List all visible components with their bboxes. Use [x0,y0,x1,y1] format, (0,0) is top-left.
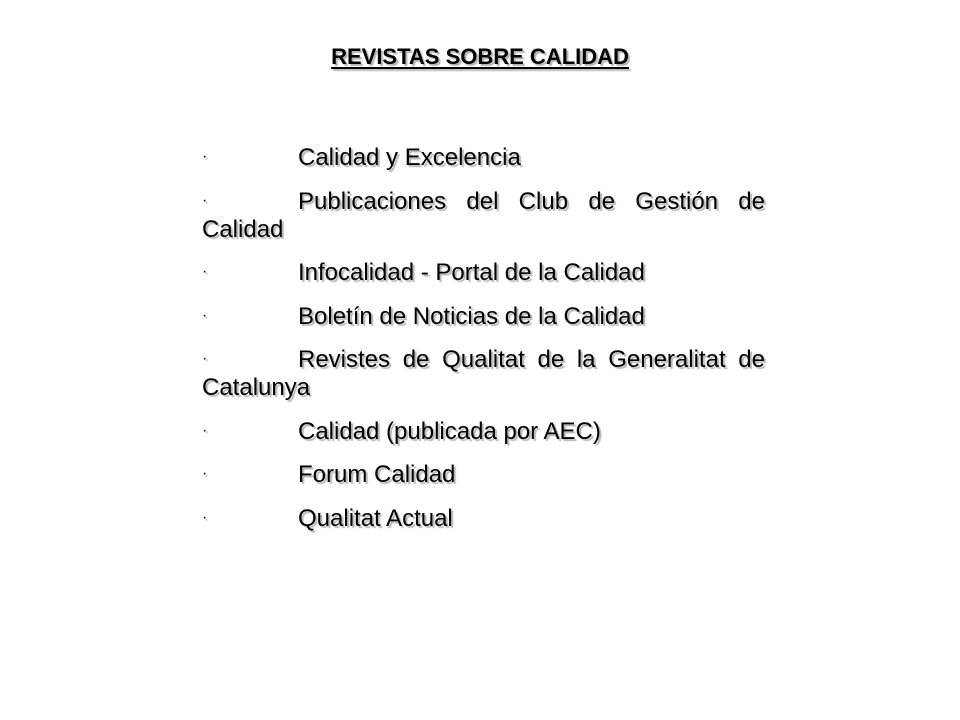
bullet-icon: · [202,350,208,367]
list-item [202,143,765,172]
list-item-text: Infocalidad - Portal de la Calidad [298,259,645,286]
list-item-text: Publicaciones del Club de Gestión de Calidad [202,187,765,243]
list-item [202,460,765,489]
list-item-text: Calidad (publicada por AEC) [298,417,601,445]
bullet-icon: · [202,421,208,439]
list-item-text: Forum Calidad [298,461,456,488]
list-item-text: Boletín de Noticias de la Calidad [298,302,645,330]
bullet-icon: · [202,148,208,165]
list-item-text: Calidad y Excelencia [298,144,521,171]
bullet-icon: · [202,465,208,482]
list-item [202,504,765,533]
bullet-icon: · [202,306,208,324]
list-item-text: Revistes de Qualitat de la Generalitat de Catalunya [202,346,765,401]
list-item [202,345,765,402]
list-item-text: Qualitat Actual [298,504,453,532]
list-item [202,417,765,446]
list-item [202,187,765,244]
list-item [202,258,765,287]
list-item [202,302,765,331]
bullet-icon: · [202,263,208,280]
magazine-list [202,143,765,547]
bullet-icon: · [202,191,208,209]
bullet-icon: · [202,508,208,526]
slide-title: REVISTAS SOBRE CALIDAD [331,44,629,69]
